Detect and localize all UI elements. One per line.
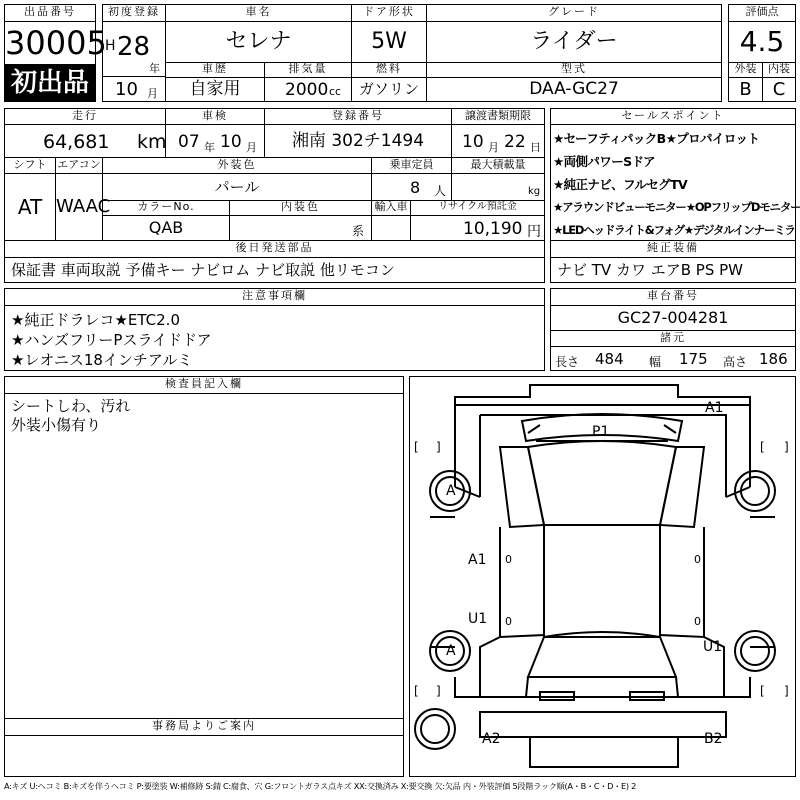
sales-points-label: セールスポイント bbox=[550, 108, 796, 125]
ac-label: エアコン bbox=[55, 157, 103, 174]
length: 484 bbox=[595, 350, 624, 368]
mileage: 64,681 bbox=[43, 131, 110, 153]
interior-color-box bbox=[229, 215, 372, 241]
mark-p1: P1 bbox=[592, 424, 610, 440]
width-label: 幅 bbox=[649, 355, 662, 369]
capacity: 8 bbox=[410, 178, 421, 197]
sales-point: ★アラウンドビューモニター★OPフリップDモニター bbox=[553, 200, 800, 214]
interior-grade: C bbox=[762, 77, 796, 102]
interior-grade-label: 内装 bbox=[762, 62, 796, 78]
reg-year: 28 bbox=[117, 32, 151, 62]
displacement-label: 排気量 bbox=[264, 62, 352, 78]
svg-text:]: ] bbox=[784, 440, 789, 454]
dimensions-label: 諸元 bbox=[550, 330, 796, 347]
inspection-month-unit: 月 bbox=[246, 141, 257, 154]
svg-text:[: [ bbox=[760, 440, 765, 454]
month-unit: 月 bbox=[147, 87, 158, 100]
inspection-box bbox=[165, 124, 265, 158]
ac: WAAC bbox=[55, 173, 103, 241]
inspection-year-unit: 年 bbox=[204, 141, 215, 154]
recycle-label: リサイクル預託金 bbox=[410, 200, 545, 216]
sales-point: ★セーフティパックB★プロパイロット bbox=[553, 131, 760, 146]
mark-a2: A2 bbox=[482, 731, 501, 747]
exterior-color: パール bbox=[102, 173, 372, 201]
capacity-label: 乗車定員 bbox=[371, 157, 452, 174]
mark-b2: B2 bbox=[704, 731, 723, 747]
mark-rear-left-wheel: A bbox=[446, 643, 456, 659]
later-parts: 保証書 車両取説 予備キー ナビロム ナビ取説 他リモコン bbox=[4, 257, 545, 283]
equipment-label: 純正装備 bbox=[550, 240, 796, 258]
score: 4.5 bbox=[728, 21, 796, 63]
office-label: 事務局よりご案内 bbox=[4, 718, 404, 736]
recycle-fee: 10,190 bbox=[463, 219, 523, 239]
mark-a1-top: A1 bbox=[705, 400, 724, 416]
mark-u1-right: U1 bbox=[703, 639, 723, 655]
sales-point: ★両側パワーSドア bbox=[553, 154, 655, 169]
first-listing-badge: 初出品 bbox=[4, 64, 96, 102]
chassis-number: GC27-004281 bbox=[550, 305, 796, 331]
inspection-month: 10 bbox=[220, 132, 242, 152]
dimensions bbox=[550, 346, 796, 371]
car-diagram-frame bbox=[409, 376, 796, 777]
legend: A:キズ U:ヘコミ B:キズを伴うヘコミ P:要塗装 W:補修跡 S:錆 C:腐食、穴 G:フロントガラス点キズ XX:交換済み X:要交換 欠:欠品 内・外装評価 5段階ラック順(A・B・C・D・E) 2 bbox=[4, 781, 637, 791]
shift-label: シフト bbox=[4, 157, 56, 174]
car-name: セレナ bbox=[165, 21, 352, 63]
width: 175 bbox=[679, 350, 708, 368]
model-code: DAA-GC27 bbox=[426, 77, 722, 102]
inspection-year: 07 bbox=[178, 132, 200, 152]
svg-text:[: [ bbox=[414, 440, 419, 454]
era: H bbox=[105, 38, 116, 54]
recycle-unit: 円 bbox=[527, 224, 541, 240]
model-code-label: 型式 bbox=[426, 62, 722, 78]
inspector-line: 外装小傷有り bbox=[11, 416, 102, 434]
transfer-day: 22 bbox=[504, 132, 526, 152]
displacement-box bbox=[264, 77, 352, 102]
reg-month-box bbox=[102, 76, 166, 102]
interior-color-unit: 系 bbox=[352, 224, 365, 238]
history-label: 車歴 bbox=[165, 62, 265, 78]
equipment: ナビ TV カワ エアB PS PW bbox=[550, 257, 796, 283]
color-number-label: カラーNo. bbox=[102, 200, 230, 216]
mileage-box bbox=[4, 124, 166, 158]
notes-label: 注意事項欄 bbox=[4, 288, 545, 306]
capacity-unit: 人 bbox=[434, 184, 447, 198]
recycle-box bbox=[410, 215, 545, 241]
grade-label: グレード bbox=[426, 4, 722, 22]
svg-text:]: ] bbox=[436, 684, 441, 698]
sales-points bbox=[550, 124, 800, 241]
import-label: 輸入車 bbox=[371, 200, 411, 216]
svg-text:0: 0 bbox=[694, 553, 701, 566]
svg-text:]: ] bbox=[784, 684, 789, 698]
first-registration-box bbox=[102, 21, 166, 77]
max-load-box bbox=[451, 173, 545, 201]
inspector-label: 検査員記入欄 bbox=[4, 376, 404, 394]
transfer-deadline-label: 譲渡書類期限 bbox=[451, 108, 545, 125]
shift: AT bbox=[4, 173, 56, 241]
score-label: 評価点 bbox=[728, 4, 796, 22]
capacity-box bbox=[371, 173, 452, 201]
mileage-unit: km bbox=[137, 131, 167, 153]
transfer-deadline-box bbox=[451, 124, 545, 158]
lot-number: 30005 bbox=[4, 21, 96, 65]
note-line: ★純正ドラレコ★ETC2.0 bbox=[11, 311, 180, 329]
reg-month: 10 bbox=[115, 79, 138, 100]
note-line: ★レオニス18インチアルミ bbox=[11, 351, 193, 369]
length-label: 長さ bbox=[555, 355, 580, 369]
sales-point: ★純正ナビ、フルセグTV bbox=[553, 177, 688, 192]
history: 自家用 bbox=[165, 77, 265, 102]
svg-text:0: 0 bbox=[694, 615, 701, 628]
year-unit: 年 bbox=[149, 62, 160, 75]
inspector-notes bbox=[4, 393, 404, 719]
height: 186 bbox=[759, 350, 788, 368]
inspector-line: シートしわ、汚れ bbox=[11, 397, 131, 415]
svg-text:[: [ bbox=[760, 684, 765, 698]
mark-u1-left: U1 bbox=[468, 611, 488, 627]
interior-color-label: 内装色 bbox=[229, 200, 372, 216]
transfer-month: 10 bbox=[462, 132, 484, 152]
chassis-label: 車台番号 bbox=[550, 288, 796, 306]
displacement-unit: cc bbox=[329, 85, 342, 98]
color-number: QAB bbox=[102, 215, 230, 241]
notes bbox=[4, 305, 545, 371]
note-line: ★ハンズフリーPスライドドア bbox=[11, 331, 212, 349]
mark-a1-left: A1 bbox=[468, 552, 487, 568]
later-parts-label: 後日発送部品 bbox=[4, 240, 545, 258]
mark-front-left-wheel: A bbox=[446, 483, 456, 499]
exterior-grade: B bbox=[728, 77, 763, 102]
grade: ライダー bbox=[426, 21, 722, 63]
transfer-day-unit: 日 bbox=[530, 141, 541, 154]
inspection-label: 車検 bbox=[165, 108, 265, 125]
door-type: 5W bbox=[351, 21, 427, 63]
plate-number: 湘南 302チ1494 bbox=[264, 124, 452, 158]
height-label: 高さ bbox=[723, 355, 748, 369]
mileage-label: 走行 bbox=[4, 108, 166, 125]
svg-text:0: 0 bbox=[505, 615, 512, 628]
import-box bbox=[371, 215, 411, 241]
svg-text:0: 0 bbox=[505, 553, 512, 566]
color-label: 外装色 bbox=[102, 157, 372, 174]
door-label: ドア形状 bbox=[351, 4, 427, 22]
sales-point: ★LEDヘッドライト&フォグ★デジタルインナーミラ bbox=[553, 223, 795, 237]
svg-text:[: [ bbox=[414, 684, 419, 698]
lot-number-label: 出品番号 bbox=[4, 4, 96, 22]
displacement: 2000 bbox=[285, 80, 329, 100]
svg-text:]: ] bbox=[436, 440, 441, 454]
first-registration-label: 初度登録 bbox=[102, 4, 166, 22]
max-load-unit: kg bbox=[528, 186, 541, 197]
fuel-label: 燃料 bbox=[351, 62, 427, 78]
max-load-label: 最大積載量 bbox=[451, 157, 545, 174]
office-notes bbox=[4, 735, 404, 777]
transfer-month-unit: 月 bbox=[488, 141, 499, 154]
car-name-label: 車名 bbox=[165, 4, 352, 22]
exterior-grade-label: 外装 bbox=[728, 62, 763, 78]
fuel: ガソリン bbox=[351, 77, 427, 102]
plate-label: 登録番号 bbox=[264, 108, 452, 125]
